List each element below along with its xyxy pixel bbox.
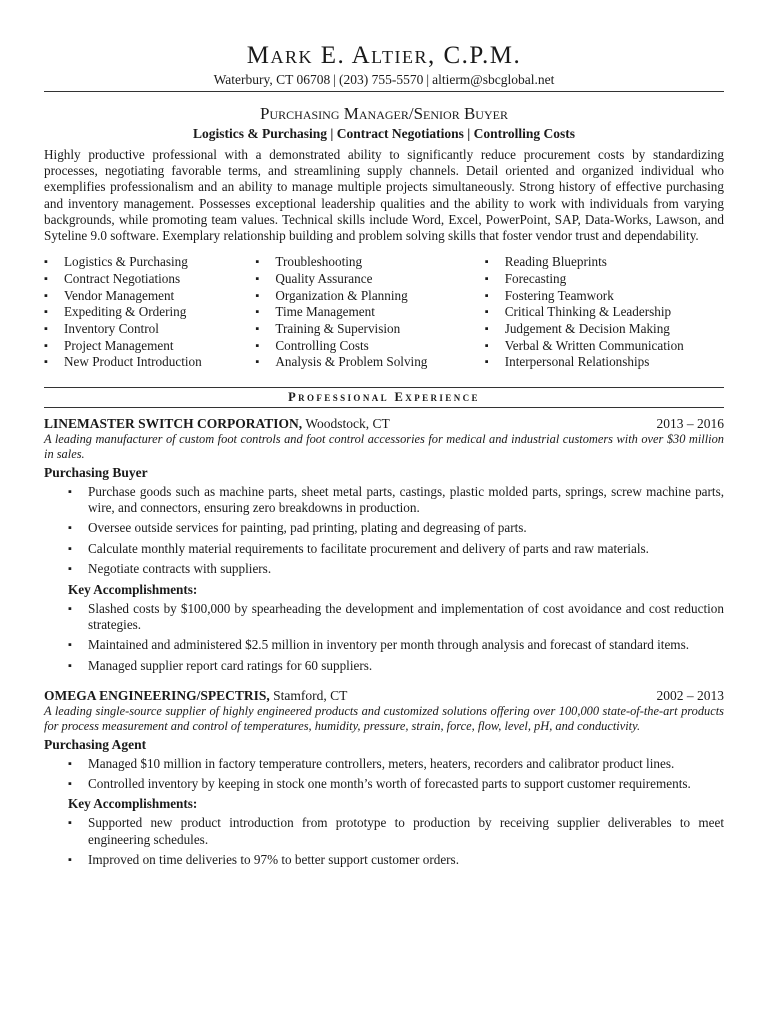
skill-item: ▪ Fostering Teamwork <box>485 288 724 305</box>
resume-headline: Purchasing Manager/Senior Buyer <box>260 104 508 123</box>
accomplishment-item: ▪ Maintained and administered $2.5 million in inventory per month through analysis and forecast of standard items. <box>68 637 724 653</box>
professional-summary: Highly productive professional with a demonstrated ability to significantly reduce procurement costs by standardizing processes, negotiating favorable terms, and streamlining supply channels. Detail oriented and organized individual who exemplifies professionalism and an ability to manage multiple projects simultaneously. Strong history of effective purchasing and inventory management. Possesses exceptional leadership qualities and the ability to work with individuals from varying backgrounds, while promoting team values. Technical skills include Word, Excel, PowerPoint, SAP, Data-Works, Lawson, and Syteline 9.0 software. Exemplary relationship building and problem solving skills that foster vendor trust and dependability. <box>44 147 724 244</box>
key-accomplishments-label: Key Accomplishments: <box>68 796 198 812</box>
skill-item: ▪ Project Management <box>44 338 255 355</box>
duty-item: ▪ Managed $10 million in factory temperature controllers, meters, heaters, recorders and calibrator product lines. <box>68 756 724 772</box>
candidate-name: Mark E. Altier, C.P.M. <box>246 42 522 69</box>
skills-column <box>255 254 484 371</box>
skills-column <box>44 254 255 371</box>
duty-item: ▪ Oversee outside services for painting, pad printing, plating and degreasing of parts. <box>68 520 724 536</box>
contact-location: Waterbury, CT 06708 <box>213 72 331 87</box>
accomplishment-item: ▪ Slashed costs by $100,000 by spearheading the development and implementation of cost avoidance and cost reduction strategies. <box>68 601 724 634</box>
job-dates: 2013 – 2016 <box>656 416 724 432</box>
resume-subheadline: Logistics & Purchasing | Contract Negotiations | Controlling Costs <box>193 126 575 141</box>
skill-item: ▪ Judgement & Decision Making <box>485 321 724 338</box>
skill-item: ▪ Reading Blueprints <box>485 254 724 271</box>
skill-item: ▪ Critical Thinking & Leadership <box>485 304 724 321</box>
accomplishments-list <box>44 601 724 675</box>
skill-item: ▪ Contract Negotiations <box>44 271 255 288</box>
skill-item: ▪ Vendor Management <box>44 288 255 305</box>
skill-item: ▪ Expediting & Ordering <box>44 304 255 321</box>
skill-item: ▪ Troubleshooting <box>255 254 484 271</box>
accomplishments-list <box>44 815 724 868</box>
accomplishment-item: ▪ Supported new product introduction from prototype to production by receiving supplier deliverables to meet engineering schedules. <box>68 815 724 848</box>
skill-item: ▪ Verbal & Written Communication <box>485 338 724 355</box>
company-description: A leading single-source supplier of highly engineered products and customized solutions offering over 100,000 state-of-the-art products for process measurement and control of temperatures, humidity, pressure, strain, force, flow, level, pH, and conductivity. <box>44 704 724 734</box>
accomplishment-item: ▪ Managed supplier report card ratings for 60 suppliers. <box>68 658 724 674</box>
job-role: Purchasing Buyer <box>44 464 148 480</box>
key-accomplishments-label: Key Accomplishments: <box>68 581 198 597</box>
skill-item: ▪ Forecasting <box>485 271 724 288</box>
duty-item: ▪ Negotiate contracts with suppliers. <box>68 561 724 577</box>
company-description: A leading manufacturer of custom foot controls and foot control accessories for medical and industrial customers with over $30 million in sales. <box>44 432 724 462</box>
job-location: Stamford, CT <box>273 688 348 704</box>
skills-grid <box>44 254 724 371</box>
contact-email[interactable]: altierm@sbcglobal.net <box>432 72 555 87</box>
skill-item: ▪ Time Management <box>255 304 484 321</box>
skill-item: ▪ New Product Introduction <box>44 354 255 371</box>
skill-item: ▪ Interpersonal Relationships <box>485 354 724 371</box>
accomplishment-item: ▪ Improved on time deliveries to 97% to better support customer orders. <box>68 852 724 868</box>
job-header <box>44 416 724 432</box>
duty-item: ▪ Purchase goods such as machine parts, sheet metal parts, castings, plastic molded parts, springs, screw machine parts, wire, and connectors, ensuring zero breakdowns in production. <box>68 484 724 517</box>
contact-separator: | <box>333 72 336 87</box>
skills-column <box>485 254 724 371</box>
job-role: Purchasing Agent <box>44 736 147 752</box>
job-company-line <box>44 416 390 432</box>
skill-item: ▪ Organization & Planning <box>255 288 484 305</box>
skill-item: ▪ Training & Supervision <box>255 321 484 338</box>
skill-item: ▪ Controlling Costs <box>255 338 484 355</box>
duties-list <box>44 484 724 578</box>
job-company: LINEMASTER SWITCH CORPORATION, <box>44 416 303 432</box>
contact-phone: (203) 755-5570 <box>339 72 424 87</box>
skill-item: ▪ Quality Assurance <box>255 271 484 288</box>
duty-item: ▪ Controlled inventory by keeping in stock one month’s worth of forecasted parts to support customer requirements. <box>68 776 724 792</box>
experience-section-title: Professional Experience <box>44 387 724 408</box>
duty-item: ▪ Calculate monthly material requirements to facilitate procurement and delivery of parts and raw materials. <box>68 541 724 557</box>
job-location: Woodstock, CT <box>305 416 390 432</box>
contact-separator: | <box>426 72 430 87</box>
duties-list <box>44 756 724 793</box>
job-company-line <box>44 688 347 704</box>
job-entry <box>44 416 724 674</box>
job-header <box>44 688 724 704</box>
skill-item: ▪ Logistics & Purchasing <box>44 254 255 271</box>
job-dates: 2002 – 2013 <box>656 688 724 704</box>
skill-item: ▪ Inventory Control <box>44 321 255 338</box>
contact-line <box>44 71 724 92</box>
job-company: OMEGA ENGINEERING/SPECTRIS, <box>44 688 270 704</box>
skill-item: ▪ Analysis & Problem Solving <box>255 354 484 371</box>
job-entry <box>44 688 724 868</box>
